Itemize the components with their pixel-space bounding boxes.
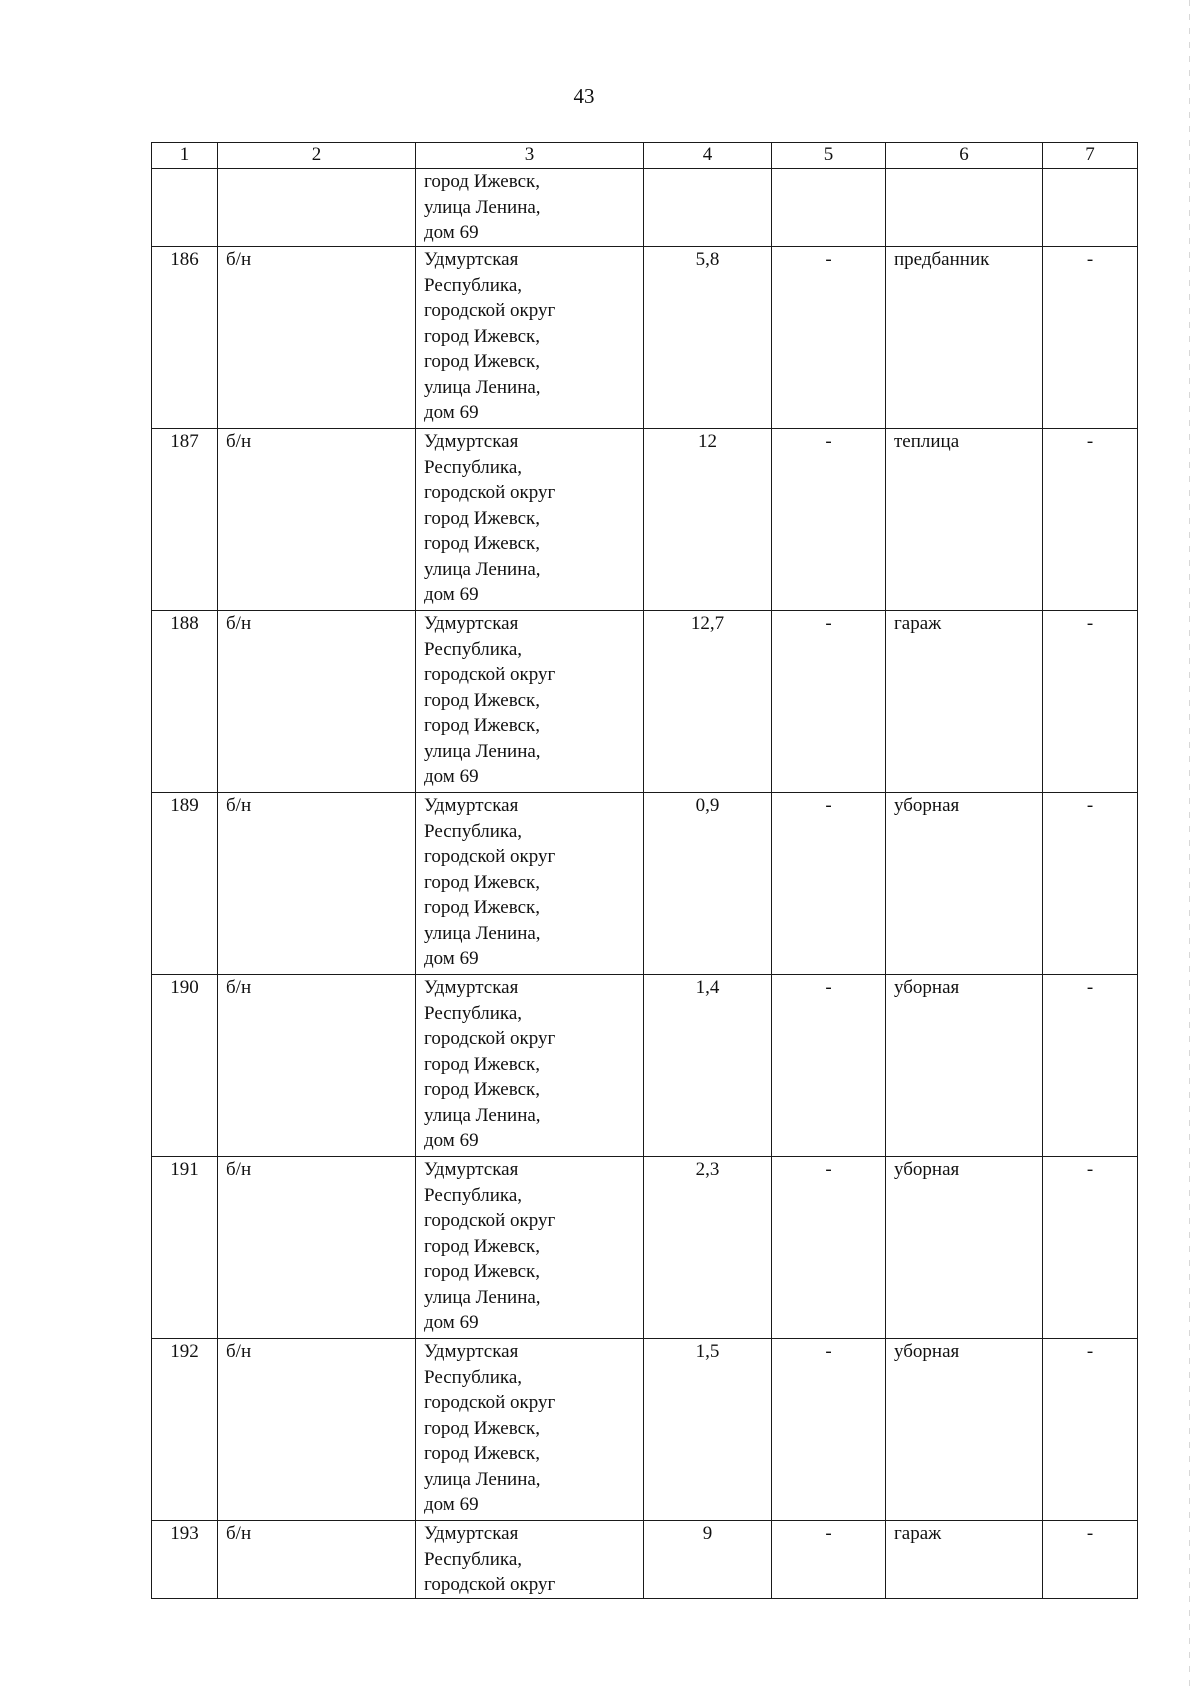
cell-name: уборная: [886, 1339, 1043, 1521]
cell-code: [218, 169, 416, 247]
cell-num: 189: [152, 793, 218, 975]
cell-address: [416, 975, 644, 1157]
cell-area: [644, 169, 772, 247]
address-line: город Ижевск,: [424, 715, 540, 736]
cell-code: б/н: [218, 247, 416, 429]
cell-name: уборная: [886, 793, 1043, 975]
address-line: дом 69: [424, 402, 479, 423]
cell-col5: -: [772, 429, 886, 611]
cell-address: [416, 793, 644, 975]
cell-code: б/н: [218, 429, 416, 611]
cell-address: [416, 247, 644, 429]
cell-col7: -: [1043, 975, 1138, 1157]
cell-code: б/н: [218, 611, 416, 793]
column-header-6: 6: [886, 143, 1043, 169]
cell-col5: -: [772, 1157, 886, 1339]
address-line: улица Ленина,: [424, 922, 541, 944]
cell-code: б/н: [218, 1339, 416, 1521]
cell-col5: -: [772, 1339, 886, 1521]
address-line: городской округ: [424, 1574, 556, 1595]
address-line: город Ижевск,: [424, 1079, 540, 1100]
cell-col7: -: [1043, 1339, 1138, 1521]
address-line: Республика,: [424, 1548, 523, 1570]
cell-area: 5,8: [644, 247, 772, 429]
cell-name: уборная: [886, 975, 1043, 1157]
address-line: дом 69: [424, 1312, 479, 1333]
cell-address: [416, 169, 644, 247]
address-line: городской округ: [424, 664, 556, 685]
address-line: Удмуртская: [424, 613, 519, 634]
column-header-1: 1: [152, 143, 218, 169]
cell-name: гараж: [886, 1521, 1043, 1599]
page-number-text: 43: [573, 84, 595, 108]
table-row: [152, 247, 1138, 429]
table-row: [152, 1157, 1138, 1339]
table-row: [152, 1339, 1138, 1521]
address-line: Республика,: [424, 1184, 523, 1206]
scan-edge-line: [1189, 0, 1190, 1686]
cell-address: [416, 429, 644, 611]
table-row: [152, 1521, 1138, 1599]
address-line: Удмуртская: [424, 249, 519, 270]
address-line: улица Ленина,: [424, 1468, 541, 1490]
table-row: [152, 975, 1138, 1157]
address-line: городской округ: [424, 300, 556, 321]
cell-num: 192: [152, 1339, 218, 1521]
column-header-4: 4: [644, 143, 772, 169]
cell-num: [152, 169, 218, 247]
cell-area: 2,3: [644, 1157, 772, 1339]
cell-name: предбанник: [886, 247, 1043, 429]
address-line: городской округ: [424, 1210, 556, 1231]
address-line: дом 69: [424, 1494, 479, 1515]
address-line: город Ижевск,: [424, 533, 540, 554]
cell-col7: -: [1043, 793, 1138, 975]
address-line: город Ижевск,: [424, 507, 540, 529]
cell-col5: -: [772, 793, 886, 975]
cell-name: гараж: [886, 611, 1043, 793]
address-line: город Ижевск,: [424, 897, 540, 918]
address-line: город Ижевск,: [424, 1417, 540, 1439]
address-line: Удмуртская: [424, 977, 519, 998]
address-line: улица Ленина,: [424, 1104, 541, 1126]
address-line: дом 69: [424, 766, 479, 787]
address-line: город Ижевск,: [424, 1235, 540, 1257]
address-line: Республика,: [424, 638, 523, 660]
address-line: улица Ленина,: [424, 196, 541, 218]
cell-area: 12: [644, 429, 772, 611]
cell-num: 186: [152, 247, 218, 429]
address-line: город Ижевск,: [424, 871, 540, 893]
cell-num: 191: [152, 1157, 218, 1339]
cell-col5: -: [772, 1521, 886, 1599]
cell-name: теплица: [886, 429, 1043, 611]
address-line: улица Ленина,: [424, 376, 541, 398]
address-line: город Ижевск,: [424, 171, 540, 192]
address-line: улица Ленина,: [424, 740, 541, 762]
cell-address: [416, 1521, 644, 1599]
cell-col7: -: [1043, 247, 1138, 429]
cell-code: б/н: [218, 793, 416, 975]
address-line: Республика,: [424, 1002, 523, 1024]
address-line: дом 69: [424, 948, 479, 969]
address-line: Республика,: [424, 456, 523, 478]
cell-code: б/н: [218, 1157, 416, 1339]
address-line: Республика,: [424, 274, 523, 296]
cell-num: 187: [152, 429, 218, 611]
cell-name: [886, 169, 1043, 247]
cell-col7: -: [1043, 1157, 1138, 1339]
column-header-2: 2: [218, 143, 416, 169]
registry-table: [151, 142, 1138, 1599]
cell-col5: -: [772, 611, 886, 793]
address-line: город Ижевск,: [424, 351, 540, 372]
header-row: [152, 143, 1138, 169]
column-header-5: 5: [772, 143, 886, 169]
cell-num: 188: [152, 611, 218, 793]
address-line: город Ижевск,: [424, 325, 540, 347]
address-line: улица Ленина,: [424, 558, 541, 580]
cell-address: [416, 1157, 644, 1339]
address-line: Республика,: [424, 820, 523, 842]
cell-area: 9: [644, 1521, 772, 1599]
cell-address: [416, 611, 644, 793]
cell-col7: [1043, 169, 1138, 247]
cell-num: 193: [152, 1521, 218, 1599]
cell-num: 190: [152, 975, 218, 1157]
address-line: дом 69: [424, 584, 479, 605]
cell-code: б/н: [218, 975, 416, 1157]
address-line: дом 69: [424, 1130, 479, 1151]
address-line: город Ижевск,: [424, 1261, 540, 1282]
address-line: дом 69: [424, 222, 479, 243]
table-row: [152, 793, 1138, 975]
cell-col5: -: [772, 247, 886, 429]
cell-code: б/н: [218, 1521, 416, 1599]
address-line: городской округ: [424, 482, 556, 503]
address-line: Удмуртская: [424, 431, 519, 452]
address-line: улица Ленина,: [424, 1286, 541, 1308]
cell-area: 1,5: [644, 1339, 772, 1521]
cell-col5: [772, 169, 886, 247]
cell-name: уборная: [886, 1157, 1043, 1339]
cell-col7: -: [1043, 611, 1138, 793]
address-line: город Ижевск,: [424, 689, 540, 711]
address-line: Удмуртская: [424, 1523, 519, 1544]
table-row: [152, 429, 1138, 611]
address-line: Удмуртская: [424, 1159, 519, 1180]
cell-col5: -: [772, 975, 886, 1157]
cell-col7: -: [1043, 429, 1138, 611]
address-line: Удмуртская: [424, 795, 519, 816]
cell-address: [416, 1339, 644, 1521]
column-header-7: 7: [1043, 143, 1138, 169]
address-line: город Ижевск,: [424, 1443, 540, 1464]
address-line: Республика,: [424, 1366, 523, 1388]
address-line: городской округ: [424, 1028, 556, 1049]
cell-area: 1,4: [644, 975, 772, 1157]
cell-area: 0,9: [644, 793, 772, 975]
table-row: [152, 611, 1138, 793]
page-number: [0, 84, 1200, 109]
table-row-continued: [152, 169, 1138, 247]
address-line: город Ижевск,: [424, 1053, 540, 1075]
address-line: Удмуртская: [424, 1341, 519, 1362]
cell-col7: -: [1043, 1521, 1138, 1599]
cell-area: 12,7: [644, 611, 772, 793]
address-line: городской округ: [424, 1392, 556, 1413]
column-header-3: 3: [416, 143, 644, 169]
address-line: городской округ: [424, 846, 556, 867]
